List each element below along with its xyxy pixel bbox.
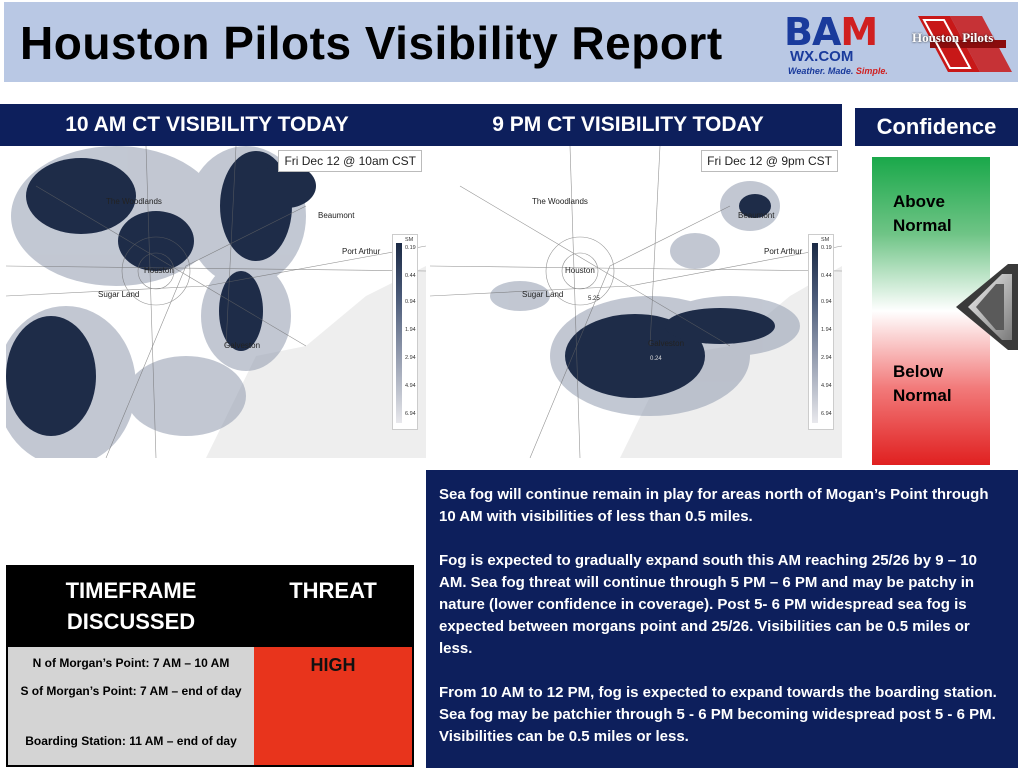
legend-tick: 0.94	[821, 299, 832, 305]
map-label-galveston: Galveston	[224, 341, 261, 350]
visibility-map-9pm	[430, 146, 842, 458]
forecast-discussion	[426, 470, 1018, 768]
threat-table-header	[8, 567, 412, 647]
legend-tick: 0.44	[821, 273, 832, 279]
legend-tick: 0.44	[405, 273, 416, 279]
legend-tick: 6.94	[821, 411, 832, 417]
map-timestamp: Fri Dec 12 @ 10am CST	[278, 150, 422, 172]
visibility-legend	[808, 234, 834, 430]
bam-logo-tagline-b: Simple.	[855, 66, 888, 76]
map-label-sugar-land: Sugar Land	[522, 290, 564, 299]
map-value: 0.24	[650, 356, 662, 362]
legend-tick: 0.19	[821, 245, 832, 251]
map-label-the-woodlands: The Woodlands	[106, 197, 162, 206]
threat-level: HIGH	[310, 655, 356, 675]
map-label-the-woodlands: The Woodlands	[532, 197, 588, 206]
legend-tick: 4.94	[405, 383, 416, 389]
bam-logo-letters: BA	[784, 10, 841, 54]
fog-map-9pm-graphic	[430, 146, 842, 458]
map-label-beaumont: Beaumont	[318, 211, 355, 220]
discussion-paragraph: Sea fog will continue remain in play for areas north of Mogan’s Point through 10 AM with visibilities of less than 0.5 miles.	[439, 486, 989, 525]
timeframe-header: TIMEFRAME DISCUSSED	[65, 578, 197, 634]
map-label-port-arthur: Port Arthur	[342, 247, 381, 256]
map-label-houston: Houston	[565, 266, 595, 275]
timeframe-row: N of Morgan’s Point: 7 AM – 10 AM	[32, 656, 230, 670]
legend-tick: 2.94	[821, 355, 832, 361]
bam-logo-domain: WX.COM	[790, 48, 854, 65]
legend-tick: 6.94	[405, 411, 416, 417]
timeframe-cell	[8, 647, 254, 765]
confidence-above-label: Above Normal	[893, 192, 952, 235]
legend-tick: 2.94	[405, 355, 416, 361]
legend-tick: 0.94	[405, 299, 416, 305]
houston-pilots-logo-text: Houston Pilots	[912, 30, 994, 45]
legend-tick: 1.94	[405, 327, 416, 333]
map-value: 5.25	[588, 296, 600, 302]
timeframe-row: Boarding Station: 11 AM – end of day	[25, 734, 237, 748]
legend-tick: 1.94	[821, 327, 832, 333]
legend-unit: SM	[405, 237, 414, 243]
houston-pilots-logo	[910, 10, 1018, 78]
bam-logo-m: M	[840, 10, 878, 54]
fog-map-10am-graphic	[6, 146, 426, 458]
map-label-houston: Houston	[144, 266, 174, 275]
threat-table	[6, 565, 414, 767]
confidence-below-label: Below Normal	[893, 362, 952, 405]
legend-tick: 4.94	[821, 383, 832, 389]
confidence-pointer-icon	[950, 262, 1020, 352]
panel-title-9pm: 9 PM CT VISIBILITY TODAY	[414, 104, 842, 146]
visibility-legend	[392, 234, 418, 430]
visibility-map-10am	[6, 146, 426, 458]
discussion-paragraph: Fog is expected to gradually expand south this AM reaching 25/26 by 9 – 10 AM. Sea fog threat will continue through 5 PM – 6 PM and may be patchy in nature (lower confidence in coverage). Post 5- 6 PM widespread sea fog is expected between morgans point and 25/26. Visibilities can be 0.5 miles or less.	[439, 552, 977, 657]
report-header	[4, 2, 1018, 82]
discussion-paragraph: From 10 AM to 12 PM, fog is expected to expand towards the boarding station. Sea fog may be patchier through 5 - 6 PM becoming widespread post 5 - 6 PM. Visibilities can be 0.5 miles or less.	[439, 684, 997, 745]
page-title: Houston Pilots Visibility Report	[20, 17, 723, 69]
threat-level-cell	[254, 647, 412, 765]
bam-wx-logo	[784, 10, 906, 78]
map-label-galveston: Galveston	[648, 339, 685, 348]
map-label-sugar-land: Sugar Land	[98, 290, 140, 299]
panel-title-10am: 10 AM CT VISIBILITY TODAY	[0, 104, 414, 146]
threat-header: THREAT	[289, 578, 377, 603]
map-label-beaumont: Beaumont	[738, 211, 775, 220]
bam-logo-tagline-a: Weather. Made.	[788, 66, 856, 76]
legend-tick: 0.19	[405, 245, 416, 251]
map-label-port-arthur: Port Arthur	[764, 247, 803, 256]
map-timestamp: Fri Dec 12 @ 9pm CST	[701, 150, 838, 172]
legend-unit: SM	[821, 237, 830, 243]
timeframe-row: S of Morgan’s Point: 7 AM – end of day	[20, 684, 242, 698]
confidence-title: Confidence	[855, 108, 1018, 146]
